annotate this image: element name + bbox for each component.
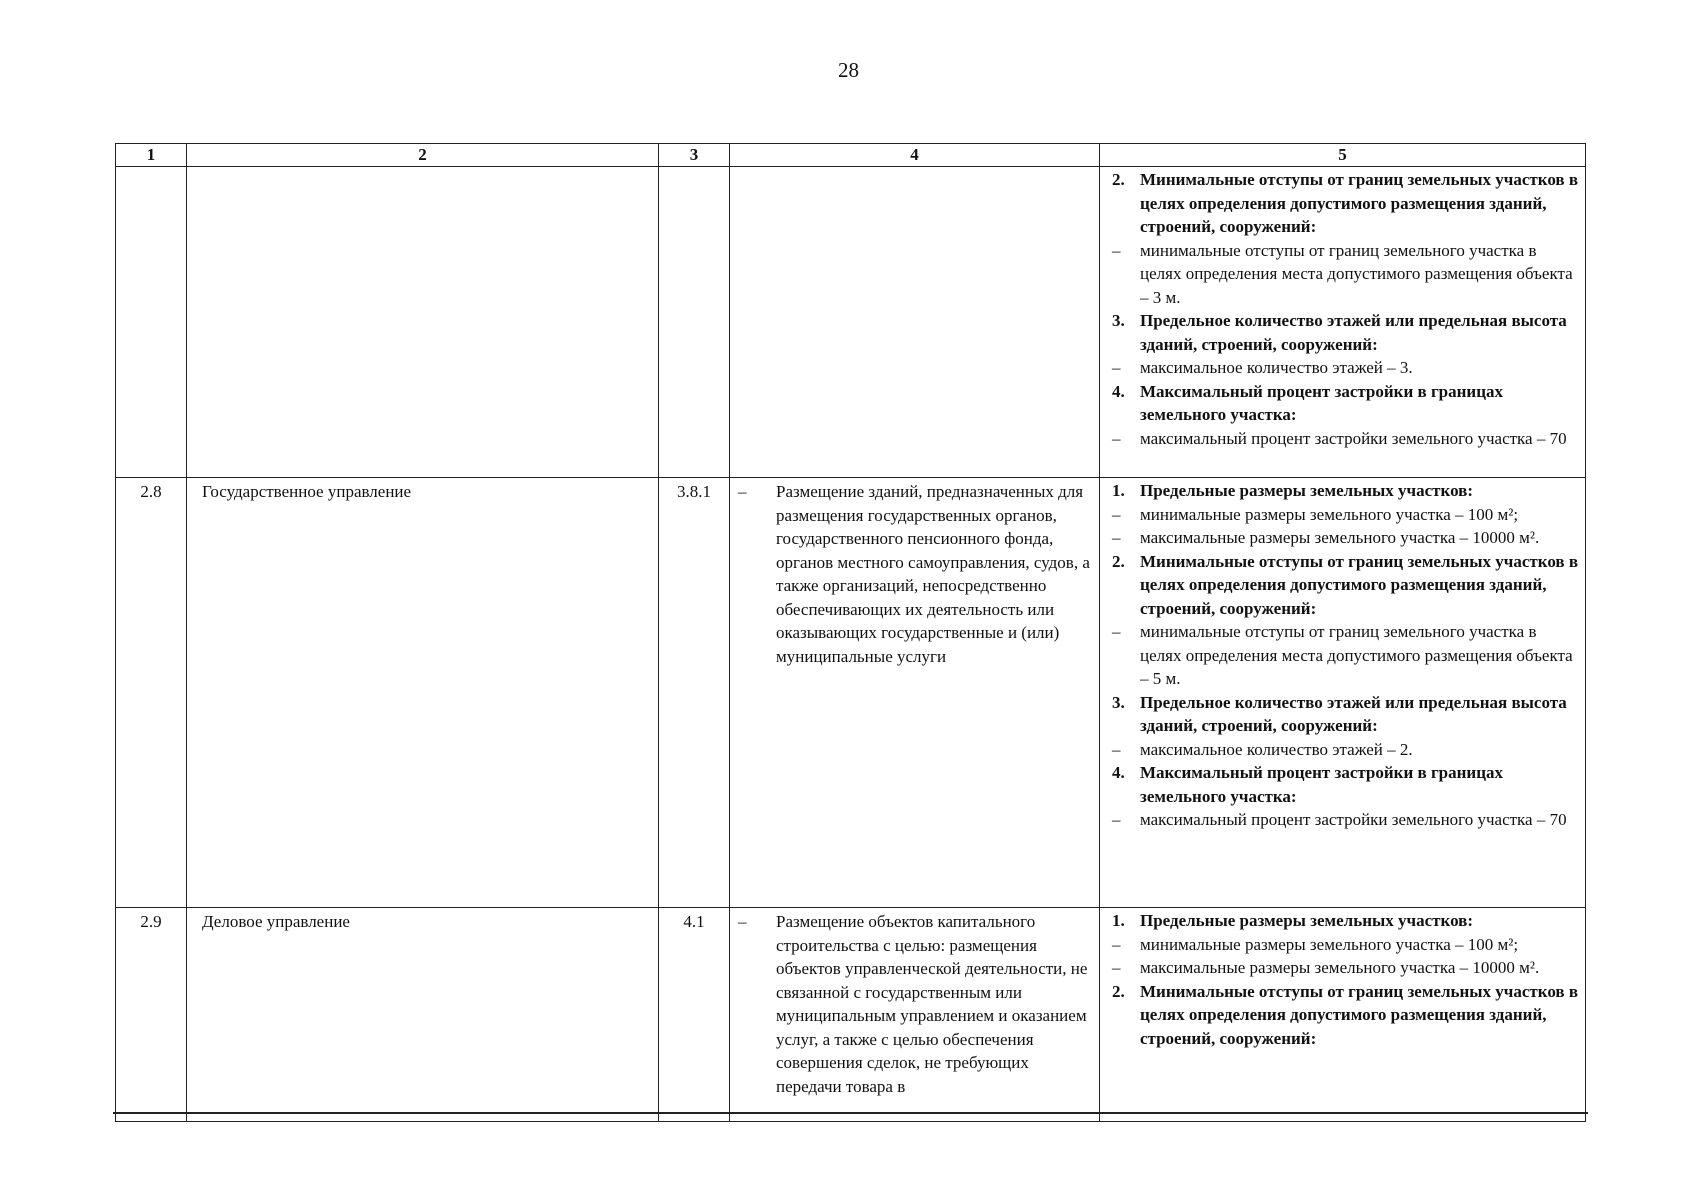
dash-marker: –: [1112, 934, 1121, 954]
parameter-text: максимальный процент застройки земельного участка – 70: [1140, 428, 1567, 448]
description-text: Размещение зданий, предназначенных для размещения государственных органов, государственного пенсионного фонда, органов местного самоуправления, судов, а также организаций, непосредственно обеспечивающих их деятельность или оказывающих государственные и (или) муниципальные услуги: [776, 482, 1090, 666]
dash-marker: –: [738, 482, 747, 501]
parameter-text: Минимальные отступы от границ земельных участков в целях определения допустимого размещения зданий, строений, сооружений:: [1140, 551, 1579, 618]
number-marker: 3.: [1112, 692, 1125, 712]
dash-marker: –: [738, 912, 747, 931]
parameter-heading: [1112, 479, 1579, 503]
description-item: [738, 480, 1093, 668]
number-marker: 4.: [1112, 381, 1125, 401]
parameter-text: Минимальные отступы от границ земельных участков в целях определения допустимого размещения зданий, строений, сооружений:: [1140, 170, 1579, 236]
number-marker: 3.: [1112, 311, 1125, 330]
parameter-text: минимальные отступы от границ земельного участка в целях определения места допустимого размещения объекта – 5 м.: [1140, 622, 1573, 688]
parameter-heading: [1112, 168, 1579, 239]
description-cell: [730, 167, 1100, 478]
use-name-cell: Государственное управление: [187, 478, 659, 908]
parameter-text: Предельные размеры земельных участков:: [1140, 911, 1474, 930]
table-row: [116, 167, 1586, 478]
dash-marker: –: [1112, 428, 1121, 448]
parameter-heading: [1112, 309, 1579, 356]
parameter-item: [1112, 427, 1579, 451]
number-marker: 2.: [1112, 170, 1125, 189]
bottom-rule: [113, 1112, 1588, 1114]
parameter-text: Предельное количество этажей или предельная высота зданий, строений, сооружений:: [1140, 311, 1567, 354]
dash-marker: –: [1112, 958, 1121, 977]
description-cell: [730, 908, 1100, 1122]
description-cell: [730, 478, 1100, 908]
parameter-item: [1112, 808, 1579, 832]
parameter-heading: [1112, 691, 1579, 738]
table-row: [116, 478, 1586, 908]
parameter-text: максимальный процент застройки земельного участка – 70: [1140, 810, 1567, 829]
dash-marker: –: [1112, 504, 1121, 524]
parameters-cell: [1100, 908, 1586, 1122]
parameter-text: Предельное количество этажей или предельная высота зданий, строений, сооружений:: [1140, 692, 1567, 735]
page-number: 28: [838, 58, 859, 82]
parameter-item: [1112, 503, 1579, 527]
parameter-item: [1112, 356, 1579, 380]
column-header: 3: [659, 144, 730, 167]
description-item: [738, 910, 1093, 1098]
parameters-cell: [1100, 167, 1586, 478]
parameter-heading: [1112, 980, 1579, 1051]
parameter-heading: [1112, 380, 1579, 427]
number-marker: 2.: [1112, 551, 1125, 571]
use-name-cell: [187, 167, 659, 478]
parameter-item: [1112, 526, 1579, 550]
use-code-cell: [659, 167, 730, 478]
row-number-cell: 2.9: [116, 908, 187, 1122]
dash-marker: –: [1112, 528, 1121, 547]
dash-marker: –: [1112, 358, 1121, 377]
use-code-cell: 4.1: [659, 908, 730, 1122]
dash-marker: –: [1112, 739, 1121, 759]
dash-marker: –: [1112, 810, 1121, 829]
dash-marker: –: [1112, 622, 1121, 641]
use-code-cell: 3.8.1: [659, 478, 730, 908]
number-marker: 4.: [1112, 763, 1125, 782]
parameter-text: максимальные размеры земельного участка – 10000 м².: [1140, 528, 1540, 547]
row-number-cell: [116, 167, 187, 478]
parameter-text: минимальные отступы от границ земельного участка в целях определения места допустимого размещения объекта – 3 м.: [1140, 240, 1573, 307]
parameter-item: [1112, 933, 1579, 957]
parameter-item: [1112, 239, 1579, 310]
description-text: Размещение объектов капитального строительства с целью: размещения объектов управленческой деятельности, не связанной с государственным или муниципальным управлением и оказанием услуг, а также с целью обеспечения совершения сделок, не требующих передачи товара в: [776, 912, 1088, 1096]
column-header: 1: [116, 144, 187, 167]
number-marker: 1.: [1112, 481, 1125, 500]
parameter-heading: [1112, 550, 1579, 621]
parameter-text: Предельные размеры земельных участков:: [1140, 481, 1474, 500]
parameter-text: максимальное количество этажей – 2.: [1140, 739, 1413, 759]
parameter-item: [1112, 620, 1579, 691]
column-header: 4: [730, 144, 1100, 167]
column-header: 5: [1100, 144, 1586, 167]
parameter-text: Минимальные отступы от границ земельных участков в целях определения допустимого размещения зданий, строений, сооружений:: [1140, 981, 1579, 1048]
row-number-cell: 2.8: [116, 478, 187, 908]
parameter-text: максимальные размеры земельного участка – 10000 м².: [1140, 958, 1540, 977]
regulation-table: [115, 143, 1586, 1122]
column-header: 2: [187, 144, 659, 167]
number-marker: 1.: [1112, 911, 1125, 930]
number-marker: 2.: [1112, 981, 1125, 1001]
use-name-cell: Деловое управление: [187, 908, 659, 1122]
table-row: [116, 908, 1586, 1122]
parameter-text: Максимальный процент застройки в границах земельного участка:: [1140, 381, 1504, 424]
parameters-cell: [1100, 478, 1586, 908]
parameter-heading: [1112, 909, 1579, 933]
parameter-heading: [1112, 761, 1579, 808]
parameter-text: Максимальный процент застройки в границах земельного участка:: [1140, 763, 1504, 806]
table-header-row: [116, 144, 1586, 167]
parameter-item: [1112, 956, 1579, 980]
parameter-item: [1112, 738, 1579, 762]
parameter-text: минимальные размеры земельного участка – 100 м²;: [1140, 504, 1519, 524]
parameter-text: минимальные размеры земельного участка – 100 м²;: [1140, 934, 1519, 954]
parameter-text: максимальное количество этажей – 3.: [1140, 358, 1413, 377]
dash-marker: –: [1112, 240, 1121, 260]
